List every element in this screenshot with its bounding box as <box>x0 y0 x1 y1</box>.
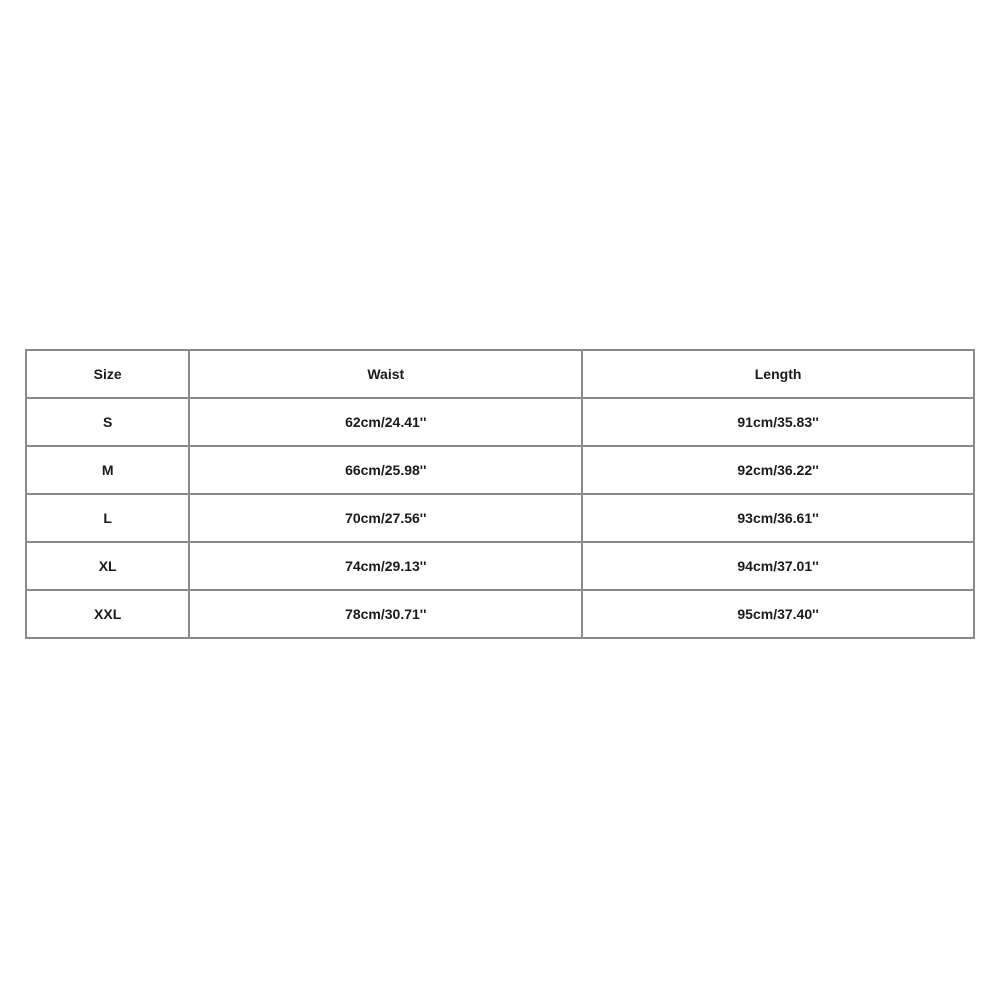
size-cell: M <box>26 446 189 494</box>
waist-cell: 62cm/24.41'' <box>189 398 582 446</box>
waist-cell: 78cm/30.71'' <box>189 590 582 638</box>
length-cell: 94cm/37.01'' <box>582 542 974 590</box>
table-header-row <box>26 350 974 398</box>
table-row <box>26 446 974 494</box>
size-cell: L <box>26 494 189 542</box>
waist-cell: 66cm/25.98'' <box>189 446 582 494</box>
length-cell: 95cm/37.40'' <box>582 590 974 638</box>
size-cell: XL <box>26 542 189 590</box>
table-row <box>26 494 974 542</box>
length-cell: 91cm/35.83'' <box>582 398 974 446</box>
header-waist: Waist <box>189 350 582 398</box>
table-row <box>26 542 974 590</box>
size-cell: S <box>26 398 189 446</box>
header-size: Size <box>26 350 189 398</box>
length-cell: 92cm/36.22'' <box>582 446 974 494</box>
table-row <box>26 398 974 446</box>
waist-cell: 70cm/27.56'' <box>189 494 582 542</box>
length-cell: 93cm/36.61'' <box>582 494 974 542</box>
size-chart-table <box>25 349 975 639</box>
waist-cell: 74cm/29.13'' <box>189 542 582 590</box>
size-cell: XXL <box>26 590 189 638</box>
table-row <box>26 590 974 638</box>
header-length: Length <box>582 350 974 398</box>
